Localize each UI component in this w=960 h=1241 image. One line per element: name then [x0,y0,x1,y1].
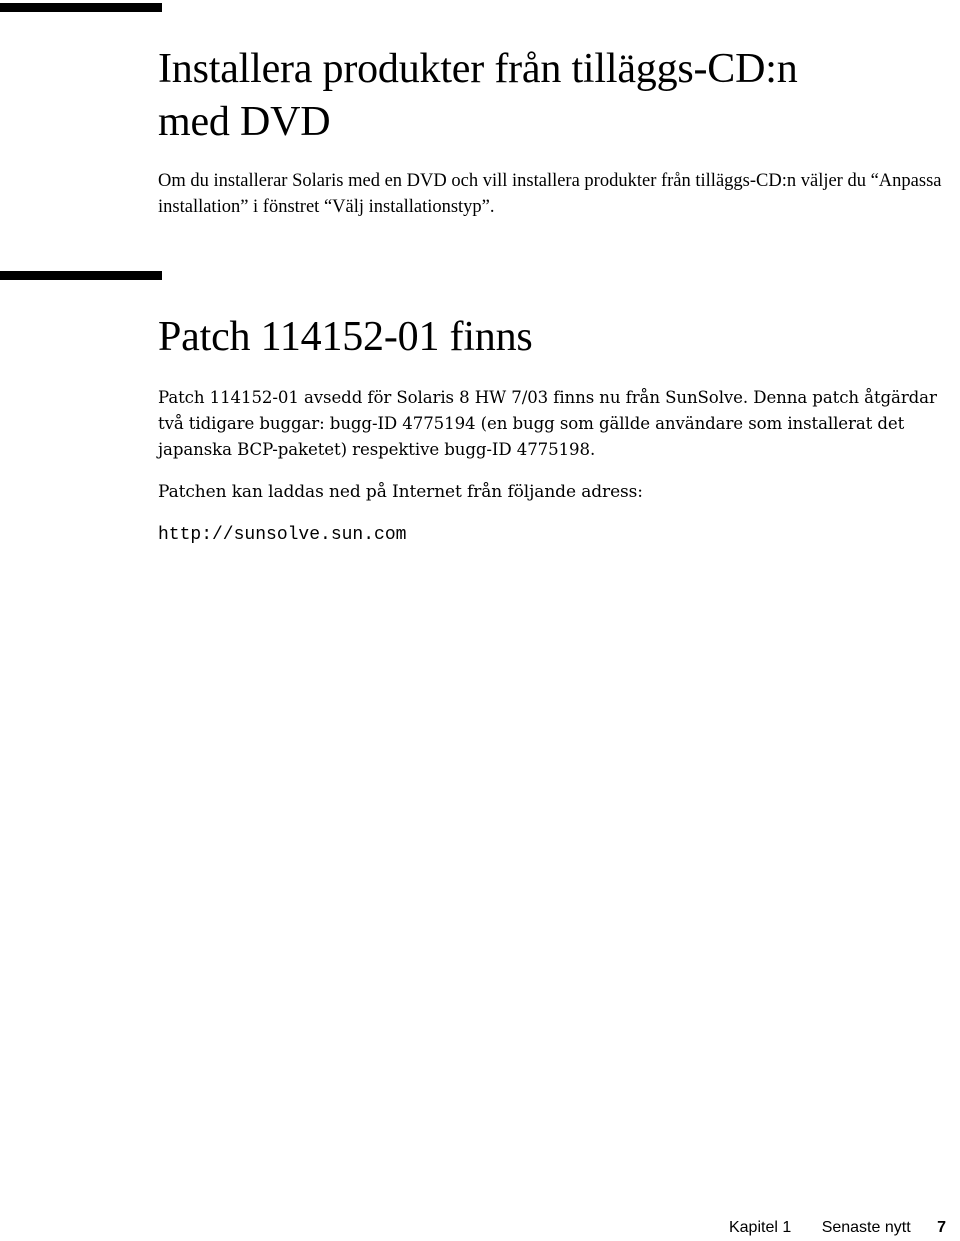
patch-paragraph: Patch 114152-01 avsedd för Solaris 8 HW 7/03 finns nu från SunSolve. Denna patch åtgärdar två tidigare buggar: bugg-ID 4775194 (en bugg som gällde användare som installerat det japanska BCP-paketet) respektive bugg-ID 4775198. [158,388,937,459]
heading-line-1: Installera produkter från tilläggs-CD:n [158,46,798,92]
intro-paragraph: Om du installerar Solaris med en DVD och vill installera produkter från tilläggs-CD:n väljer du “Anpassa installation” i fönstret “Välj installationstyp”. [158,171,942,217]
download-paragraph: Patchen kan laddas ned på Internet från följande adress: [158,482,643,502]
footer-chapter: Kapitel 1 [728,1219,792,1236]
heading-line-2: med DVD [158,99,331,145]
footer-section-title: Senaste nytt [821,1219,911,1236]
sunsolve-url: http://sunsolve.sun.com [158,525,407,545]
section-rule-top [0,3,162,12]
page-footer [729,1217,946,1239]
section-heading-install-dvd [158,43,938,149]
page-number: 7 [937,1219,946,1236]
section-rule-patch [0,271,162,280]
section-heading-patch: Patch 114152-01 finns [158,314,533,360]
